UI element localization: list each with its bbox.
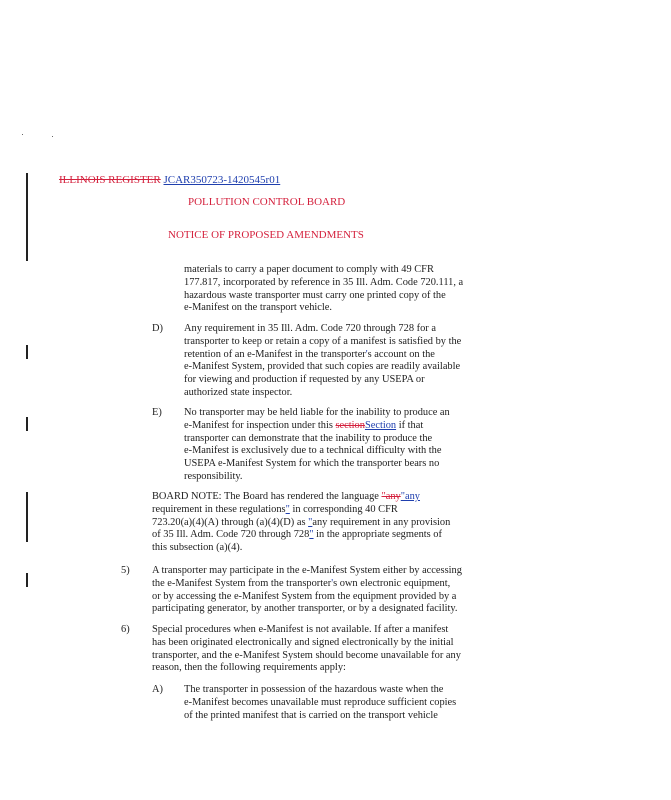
text-fragment: the e-Manifest System from the transporter [152, 577, 332, 589]
item-label-6: 6) [121, 624, 130, 635]
item-e-paragraph [184, 407, 450, 484]
item-6a-paragraph [184, 684, 456, 722]
text-line: e-Manifest System, provided that such copies are readily available [184, 361, 461, 373]
change-bar [26, 417, 28, 431]
text-line: responsibility. [184, 470, 243, 482]
text-line: materials to carry a paper document to comply with 49 CFR [184, 264, 434, 275]
text-line: or by accessing the e-Manifest System from the equipment provided by a [152, 590, 457, 602]
text-line [152, 491, 450, 504]
apostrophe-edit: ' [331, 577, 334, 589]
text-fragment: of 35 Ill. Adm. Code 720 through 728 [152, 529, 310, 541]
board-note [152, 491, 450, 555]
text-fragment: s account on the [367, 348, 435, 360]
notice-title: NOTICE OF PROPOSED AMENDMENTS [168, 229, 364, 241]
item-5-paragraph [152, 565, 462, 616]
scan-speck [52, 136, 53, 137]
text-line: The transporter in possession of the hazardous waste when the [184, 684, 444, 695]
text-line: e-Manifest on the transport vehicle. [184, 302, 333, 314]
inserted-text: "any [400, 491, 420, 502]
change-bar [26, 492, 28, 542]
item-6-paragraph [152, 624, 461, 675]
text-line: for viewing and production if requested by any USEPA or [184, 374, 425, 386]
text-line: transporter can demonstrate that the inability to produce the [184, 432, 433, 444]
text-line: of the printed manifest that is carried on the transport vehicle [184, 709, 438, 721]
text-line: hazardous waste transporter must carry one printed copy of the [184, 289, 446, 301]
deleted-text: section [335, 419, 365, 431]
text-fragment: if that [396, 419, 424, 431]
item-label-6a: A) [152, 684, 163, 695]
item-label-d: D) [152, 323, 163, 334]
text-line: participating generator, by another transporter, or by a designated facility. [152, 603, 458, 615]
agency-name: POLLUTION CONTROL BOARD [188, 196, 346, 208]
text-line: e-Manifest is exclusively due to a technical difficulty with the [184, 445, 442, 457]
text-line: this subsection (a)(4). [152, 542, 243, 554]
text-fragment: retention of an e-Manifest in the transporter [184, 348, 366, 360]
text-fragment: e-Manifest for inspection under this [184, 419, 336, 431]
item-label-e: E) [152, 407, 162, 418]
text-line: Special procedures when e-Manifest is not available. If after a manifest [152, 624, 449, 635]
text-fragment: s own electronic equipment, [333, 577, 451, 589]
text-line: transporter to keep or retain a copy of a manifest is satisfied by the [184, 335, 462, 347]
text-line: authorized state inspector. [184, 386, 293, 398]
text-line: No transporter may be held liable for the inability to produce an [184, 407, 450, 418]
item-d-paragraph [184, 323, 461, 400]
text-line: transporter, and the e-Manifest System should become unavailable for any [152, 649, 461, 661]
quote-edit: " [308, 516, 313, 528]
text-line: 177.817, incorporated by reference in 35 Ill. Adm. Code 720.111, a [184, 276, 464, 288]
quote-edit: " [309, 529, 314, 541]
text-line [184, 349, 461, 362]
text-line [152, 578, 462, 591]
change-bar [26, 173, 28, 261]
text-line: A transporter may participate in the e-Manifest System either by accessing [152, 565, 462, 576]
text-line [152, 504, 450, 517]
change-bar [26, 345, 28, 359]
text-line: Any requirement in 35 Ill. Adm. Code 720 through 728 for a [184, 323, 436, 334]
scan-speck [22, 134, 23, 135]
text-fragment: any requirement in any provision [312, 516, 451, 528]
text-fragment: in corresponding 40 CFR [289, 503, 398, 515]
item-label-5: 5) [121, 565, 130, 576]
text-line: has been originated electronically and signed electronically by the initial [152, 636, 454, 648]
text-line: e-Manifest becomes unavailable must reproduce sufficient copies [184, 696, 457, 708]
text-line: USEPA e-Manifest System for which the transporter bears no [184, 458, 440, 470]
quote-edit: " [285, 503, 290, 515]
text-line [152, 529, 450, 542]
apostrophe-edit: ' [365, 348, 368, 360]
text-fragment: requirement in these regulations [152, 503, 286, 515]
text-fragment: BOARD NOTE: The Board has rendered the language [152, 491, 382, 502]
text-line [184, 420, 450, 433]
file-identifier: JCAR350723-1420545r01 [163, 174, 281, 186]
text-line [152, 517, 450, 530]
change-bar [26, 573, 28, 587]
deleted-text: "any [381, 491, 401, 502]
text-fragment: in the appropriate segments of [313, 529, 442, 541]
inserted-text: Section [364, 419, 397, 431]
register-title-deleted: ILLINOIS REGISTER [59, 174, 161, 186]
text-fragment: 723.20(a)(4)(A) through (a)(4)(D) as [152, 516, 309, 528]
running-header [59, 173, 280, 187]
intro-paragraph [184, 264, 463, 315]
text-line: reason, then the following requirements apply: [152, 662, 346, 674]
